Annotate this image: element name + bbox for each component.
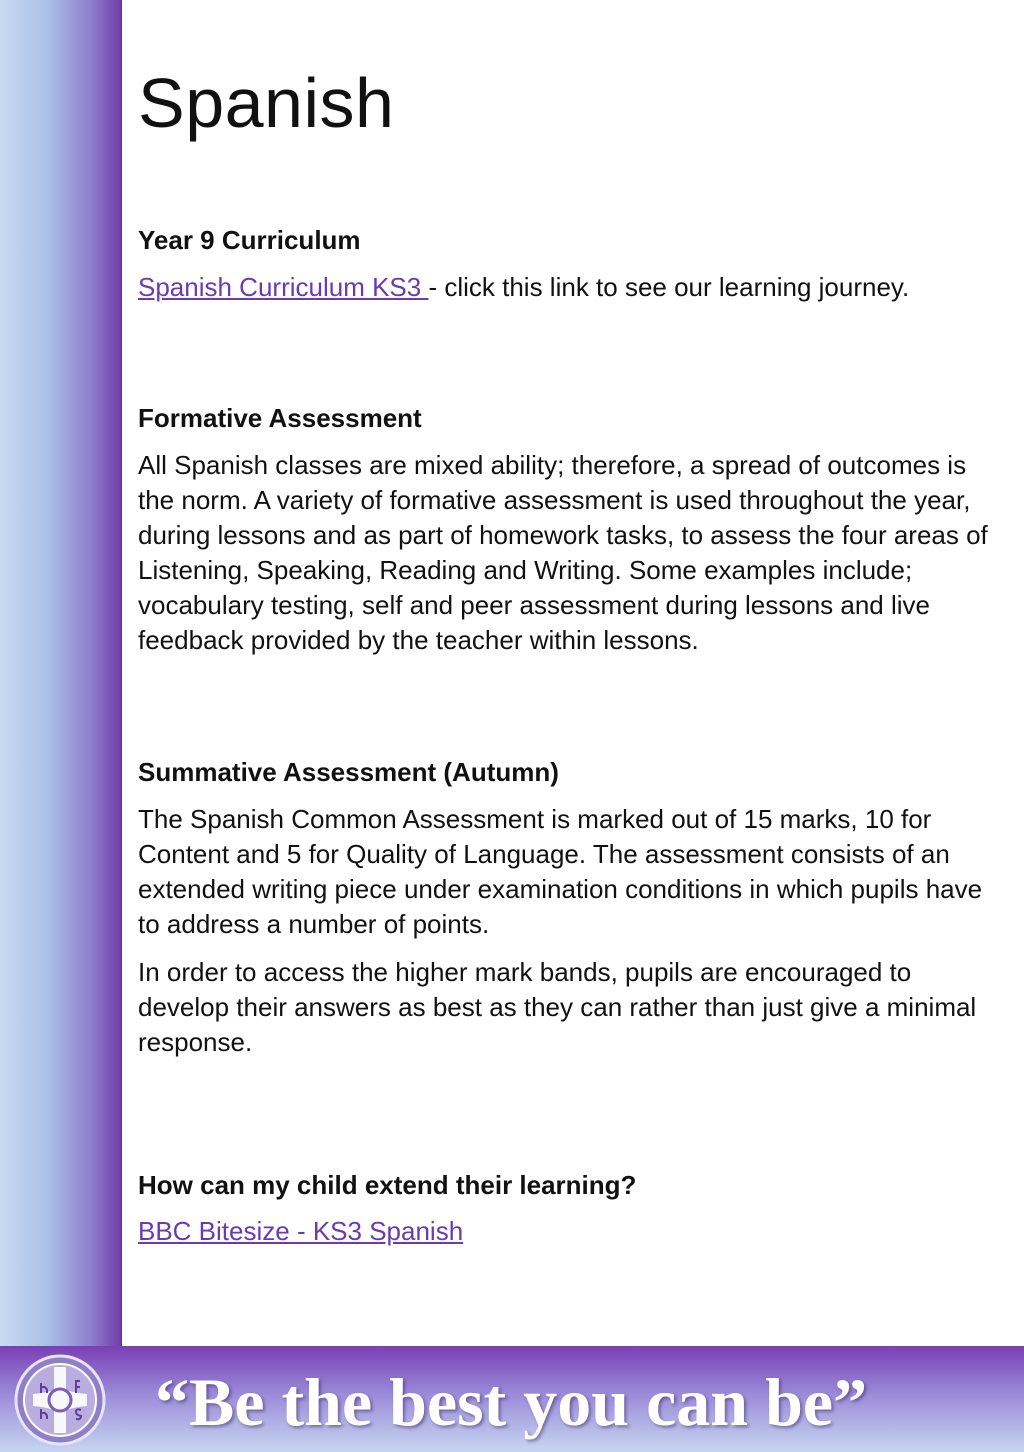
sidebar-decoration bbox=[0, 0, 122, 1346]
summative-heading: Summative Assessment (Autumn) bbox=[138, 757, 559, 787]
school-crest-icon bbox=[13, 1353, 107, 1447]
curriculum-link[interactable]: Spanish Curriculum KS3 bbox=[138, 272, 429, 302]
extend-heading: How can my child extend their learning? bbox=[138, 1170, 637, 1200]
formative-body: All Spanish classes are mixed ability; therefore, a spread of outcomes is the norm. A variety of formative assessment is used throughout the year, during lessons and as part of homework tasks, to assess the four areas of Listening, Speaking, Reading and Writing. Some examples include; vocabulary testing, self and peer assessment during lessons and live feedback provided by the teacher within lessons. bbox=[138, 450, 988, 655]
summative-paragraph-2: In order to access the higher mark bands, pupils are encouraged to develop their answers as best as they can rather than just give a minimal response. bbox=[138, 957, 977, 1057]
summative-paragraph-1: The Spanish Common Assessment is marked out of 15 marks, 10 for Content and 5 for Quality of Language. The assessment consists of an extended writing piece under examination conditions in which pupils have to address a number of points. bbox=[138, 804, 983, 939]
curriculum-paragraph bbox=[138, 270, 1004, 305]
page-title: Spanish bbox=[138, 64, 395, 142]
school-motto: “Be the best you can be” bbox=[155, 1364, 868, 1440]
extend-paragraph bbox=[138, 1214, 1004, 1249]
curriculum-link-description: - click this link to see our learning journey. bbox=[428, 272, 910, 302]
curriculum-heading: Year 9 Curriculum bbox=[138, 225, 361, 255]
formative-heading: Formative Assessment bbox=[138, 403, 422, 433]
bbc-bitesize-link[interactable]: BBC Bitesize - KS3 Spanish bbox=[138, 1216, 464, 1246]
